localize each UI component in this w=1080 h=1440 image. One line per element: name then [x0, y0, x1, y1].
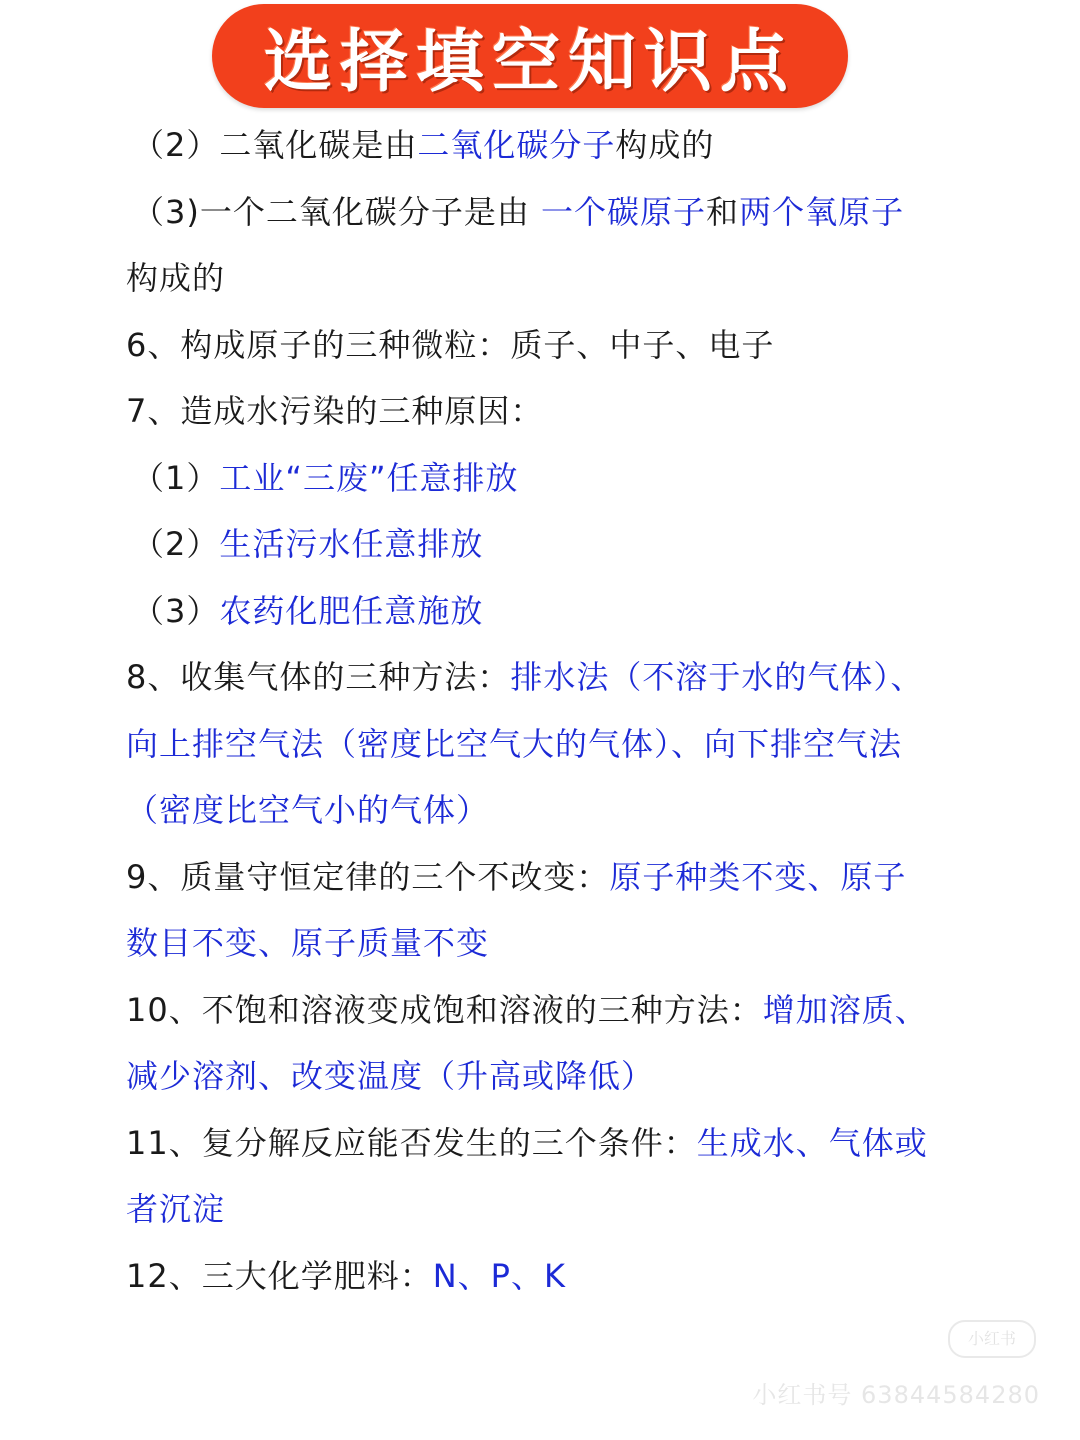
- prompt-text: （1）: [132, 458, 220, 497]
- watermark-id: 小红书号 63844584280: [752, 1381, 1040, 1409]
- prompt-text: （3)一个二氧化碳分子是由: [132, 192, 542, 231]
- prompt-text: 构成的: [615, 126, 715, 164]
- prompt-text: 12、三大化学肥料：: [126, 1256, 433, 1295]
- answer-text: 向上排空气法（密度比空气大的气体）、向下排空气法: [126, 724, 903, 763]
- answer-text: 二氧化碳分子: [417, 126, 616, 164]
- prompt-text: （3）: [132, 591, 220, 630]
- watermark: [740, 1320, 1040, 1410]
- text-line: [126, 1043, 966, 1110]
- prompt-text: （2）: [132, 525, 220, 563]
- answer-text: 减少溶剂、改变温度（升高或降低）: [126, 1057, 655, 1095]
- prompt-text: 11、复分解反应能否发生的三个条件：: [126, 1123, 697, 1162]
- answer-text: N、P、K: [432, 1256, 566, 1295]
- prompt-text: 6、构成原子的三种微粒：质子、中子、电子: [126, 325, 775, 364]
- answer-text: 生成水、气体或: [696, 1123, 928, 1162]
- text-line: [126, 179, 966, 246]
- text-line: [126, 312, 966, 379]
- notes-content: [126, 112, 966, 1309]
- answer-text: 一个碳原子: [541, 192, 707, 231]
- page-title: 选择填空知识点: [263, 22, 796, 102]
- answer-text: 工业“三废”任意排放: [219, 458, 519, 497]
- prompt-text: 7、造成水污染的三种原因：: [126, 392, 544, 430]
- text-line: [126, 777, 966, 844]
- text-line: [126, 378, 966, 445]
- answer-text: 数目不变、原子质量不变: [126, 924, 490, 962]
- answer-text: 者沉淀: [126, 1190, 226, 1228]
- text-line: [126, 1243, 966, 1310]
- prompt-text: 构成的: [126, 259, 226, 297]
- text-line: [126, 112, 966, 179]
- answer-text: （密度比空气小的气体）: [126, 791, 490, 829]
- answer-text: 原子种类不变、原子: [609, 857, 907, 896]
- prompt-text: （2）二氧化碳是由: [132, 126, 418, 164]
- answer-text: 增加溶质、: [762, 990, 928, 1029]
- prompt-text: 10、不饱和溶液变成饱和溶液的三种方法：: [126, 990, 763, 1029]
- text-line: [126, 578, 966, 645]
- text-line: [126, 977, 966, 1044]
- answer-text: 生活污水任意排放: [219, 525, 484, 563]
- watermark-logo: 小红书: [948, 1320, 1036, 1358]
- answer-text: 两个氧原子: [739, 192, 905, 231]
- text-line: [126, 711, 966, 778]
- text-line: [126, 1110, 966, 1177]
- prompt-text: 8、收集气体的三种方法：: [126, 658, 511, 696]
- text-line: [126, 445, 966, 512]
- text-line: [126, 910, 966, 977]
- prompt-text: 9、质量守恒定律的三个不改变：: [126, 857, 610, 896]
- text-line: [126, 511, 966, 578]
- text-line: [126, 1176, 966, 1243]
- answer-text: 排水法（不溶于水的气体）、: [510, 658, 924, 696]
- text-line: [126, 644, 966, 711]
- prompt-text: 和: [706, 192, 740, 231]
- title-banner: [212, 4, 848, 108]
- answer-text: 农药化肥任意施放: [219, 591, 484, 630]
- text-line: [126, 245, 966, 312]
- text-line: [126, 844, 966, 911]
